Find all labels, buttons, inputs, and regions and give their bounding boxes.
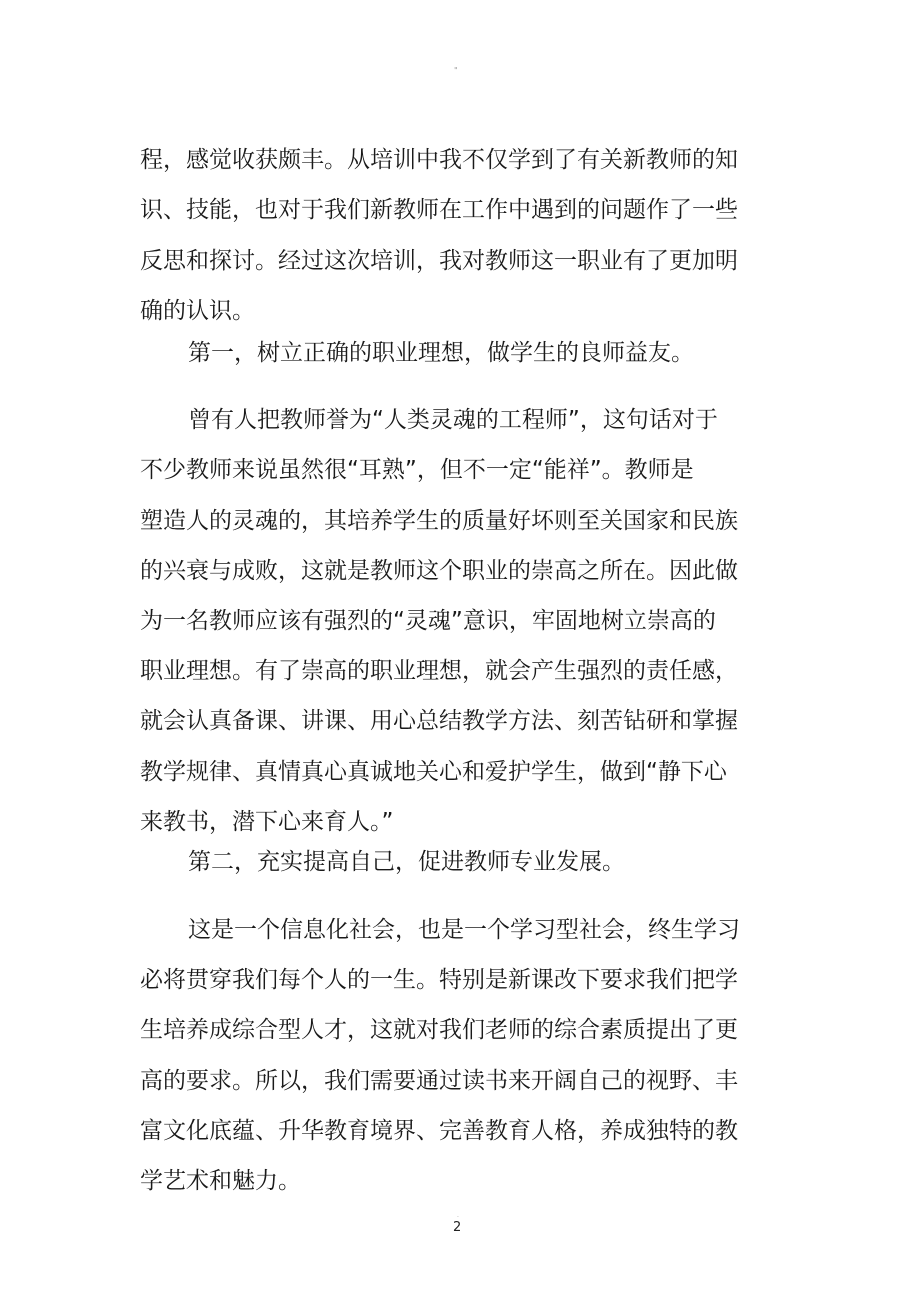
paragraph-line: 不少教师来说虽然很“耳熟”，但不一定“能祥”。教师是: [140, 457, 694, 483]
paragraph-line: 高的要求。所以，我们需要通过读书来开阔自己的视野、丰: [140, 1068, 738, 1094]
header-mark: ": [454, 66, 458, 75]
paragraph-line: 识、技能，也对于我们新教师在工作中遇到的问题作了一些: [140, 197, 738, 223]
paragraph-line: 富文化底蕴、升华教育境界、完善教育人格，养成独特的教: [140, 1118, 738, 1144]
paragraph-line: 必将贯穿我们每个人的一生。特别是新课改下要求我们把学: [140, 967, 738, 993]
paragraph-line: 就会认真备课、讲课、用心总结教学方法、刻苦钻研和掌握: [140, 708, 738, 734]
paragraph-line: 职业理想。有了崇高的职业理想，就会产生强烈的责任感，: [140, 658, 738, 684]
paragraph-line: 反思和探讨。经过这次培训，我对教师这一职业有了更加明: [140, 248, 738, 274]
paragraph-line: 学艺术和魅力。: [140, 1168, 301, 1194]
section-heading: 第二，充实提高自己，促进教师专业发展。: [188, 849, 625, 875]
paragraph-line: 塑造人的灵魂的，其培养学生的质量好坏则至关国家和民族: [140, 508, 738, 534]
section-heading: 第一，树立正确的职业理想，做学生的良师益友。: [188, 340, 694, 366]
page-number: 2: [453, 1220, 462, 1235]
paragraph-line: 为一名教师应该有强烈的“灵魂”意识，牢固地树立崇高的: [140, 608, 716, 634]
paragraph-line: 这是一个信息化社会，也是一个学习型社会，终生学习: [188, 917, 740, 943]
paragraph-line: 程，感觉收获颇丰。从培训中我不仅学到了有关新教师的知: [140, 147, 738, 173]
paragraph-line: 来教书，潜下心来育人。”: [140, 809, 394, 835]
paragraph-line: 生培养成综合型人才，这就对我们老师的综合素质提出了更: [140, 1017, 738, 1043]
paragraph-line: 确的认识。: [140, 298, 255, 324]
paragraph-line: 的兴衰与成败，这就是教师这个职业的崇高之所在。因此做: [140, 558, 738, 584]
paragraph-line: 教学规律、真情真心真诚地关心和爱护学生，做到“静下心: [140, 759, 727, 785]
paragraph-line: 曾有人把教师誉为“人类灵魂的工程师”，这句话对于: [188, 407, 718, 433]
footer-dot: .: [457, 1212, 459, 1219]
